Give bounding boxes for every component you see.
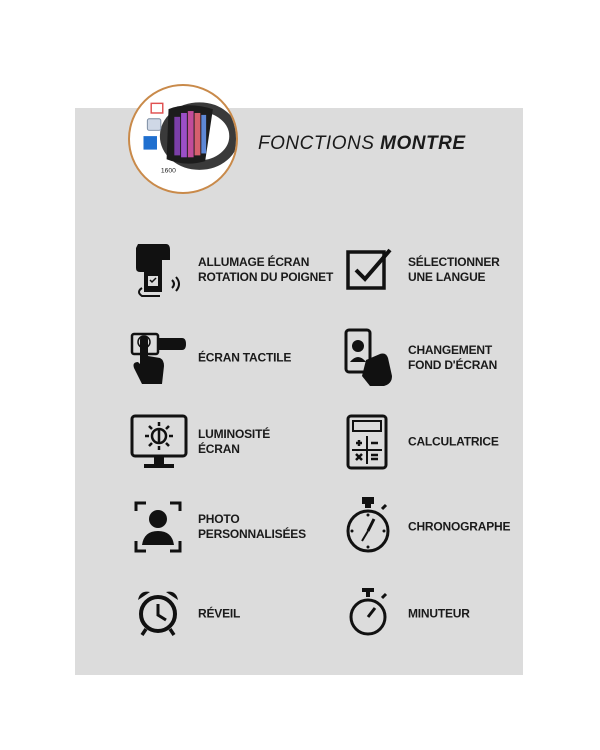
feature-touch-screen	[130, 326, 340, 390]
feature-label: ÉCRAN TACTILE	[198, 350, 292, 365]
feature-label: RÉVEIL	[198, 606, 241, 621]
checkbox-icon	[340, 238, 398, 302]
feature-label: PHOTO PERSONNALISÉES	[198, 512, 306, 541]
feature-language	[340, 238, 550, 302]
feature-label: LUMINOSITÉ ÉCRAN	[198, 427, 270, 456]
title-bold: MONTRE	[380, 133, 466, 154]
feature-calculator	[340, 410, 550, 474]
feature-wrist-rotate	[130, 238, 340, 302]
brightness-icon	[130, 410, 188, 474]
feature-chronograph	[340, 495, 550, 559]
title-light: FONCTIONS	[258, 133, 381, 154]
wrist-rotate-icon	[130, 238, 188, 302]
feature-label: ALLUMAGE ÉCRAN ROTATION DU POIGNET	[198, 255, 334, 284]
feature-wallpaper	[340, 326, 550, 390]
feature-label: MINUTEUR	[408, 606, 470, 621]
feature-label: CHANGEMENT FOND D'ÉCRAN	[408, 343, 498, 372]
phone-wallpaper-icon	[340, 326, 398, 390]
page-title	[258, 133, 466, 155]
watch-product-image	[128, 84, 238, 194]
calculator-icon	[340, 410, 398, 474]
feature-label: SÉLECTIONNER UNE LANGUE	[408, 255, 500, 284]
timer-icon	[340, 582, 398, 646]
feature-label: CALCULATRICE	[408, 434, 499, 449]
photo-icon	[130, 495, 188, 559]
feature-label: CHRONOGRAPHE	[408, 519, 511, 534]
feature-photo	[130, 495, 340, 559]
alarm-clock-icon	[130, 582, 188, 646]
watch-screen-text: 1600	[160, 167, 176, 175]
feature-timer	[340, 582, 550, 646]
feature-alarm	[130, 582, 340, 646]
chronograph-icon	[340, 495, 398, 559]
feature-brightness	[130, 410, 340, 474]
touch-screen-icon	[130, 326, 188, 390]
